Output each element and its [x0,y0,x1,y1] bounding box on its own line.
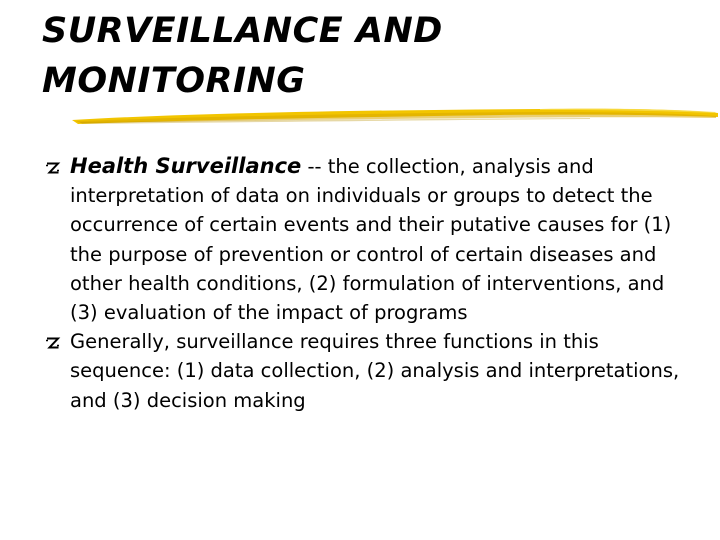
z-glyph-bullet-icon [44,335,61,351]
bullet-text: -- the collection, analysis and interpretation of data on individuals or groups to detect the occurrence of certain events and their putative causes for (1) the purpose of prevention or control of certain diseases and other health conditions, (2) formulation of interventions, and (3) evaluation of the impact of programs [70,155,672,325]
z-glyph-bullet-icon [44,160,61,176]
bullet-item-health-surveillance [44,152,684,327]
slide-title [42,6,682,106]
title-underline-brush [70,104,720,130]
bullet-term: Health Surveillance [70,154,302,178]
bullet-text: Generally, surveillance requires three functions in this sequence: (1) data collection, (2) analysis and interpretations, and (3) decision making [70,330,680,412]
title-line-1: SURVEILLANCE AND [42,11,443,51]
bullet-list [44,152,684,415]
bullet-item-generally [44,327,684,415]
title-line-2: MONITORING [42,61,306,101]
